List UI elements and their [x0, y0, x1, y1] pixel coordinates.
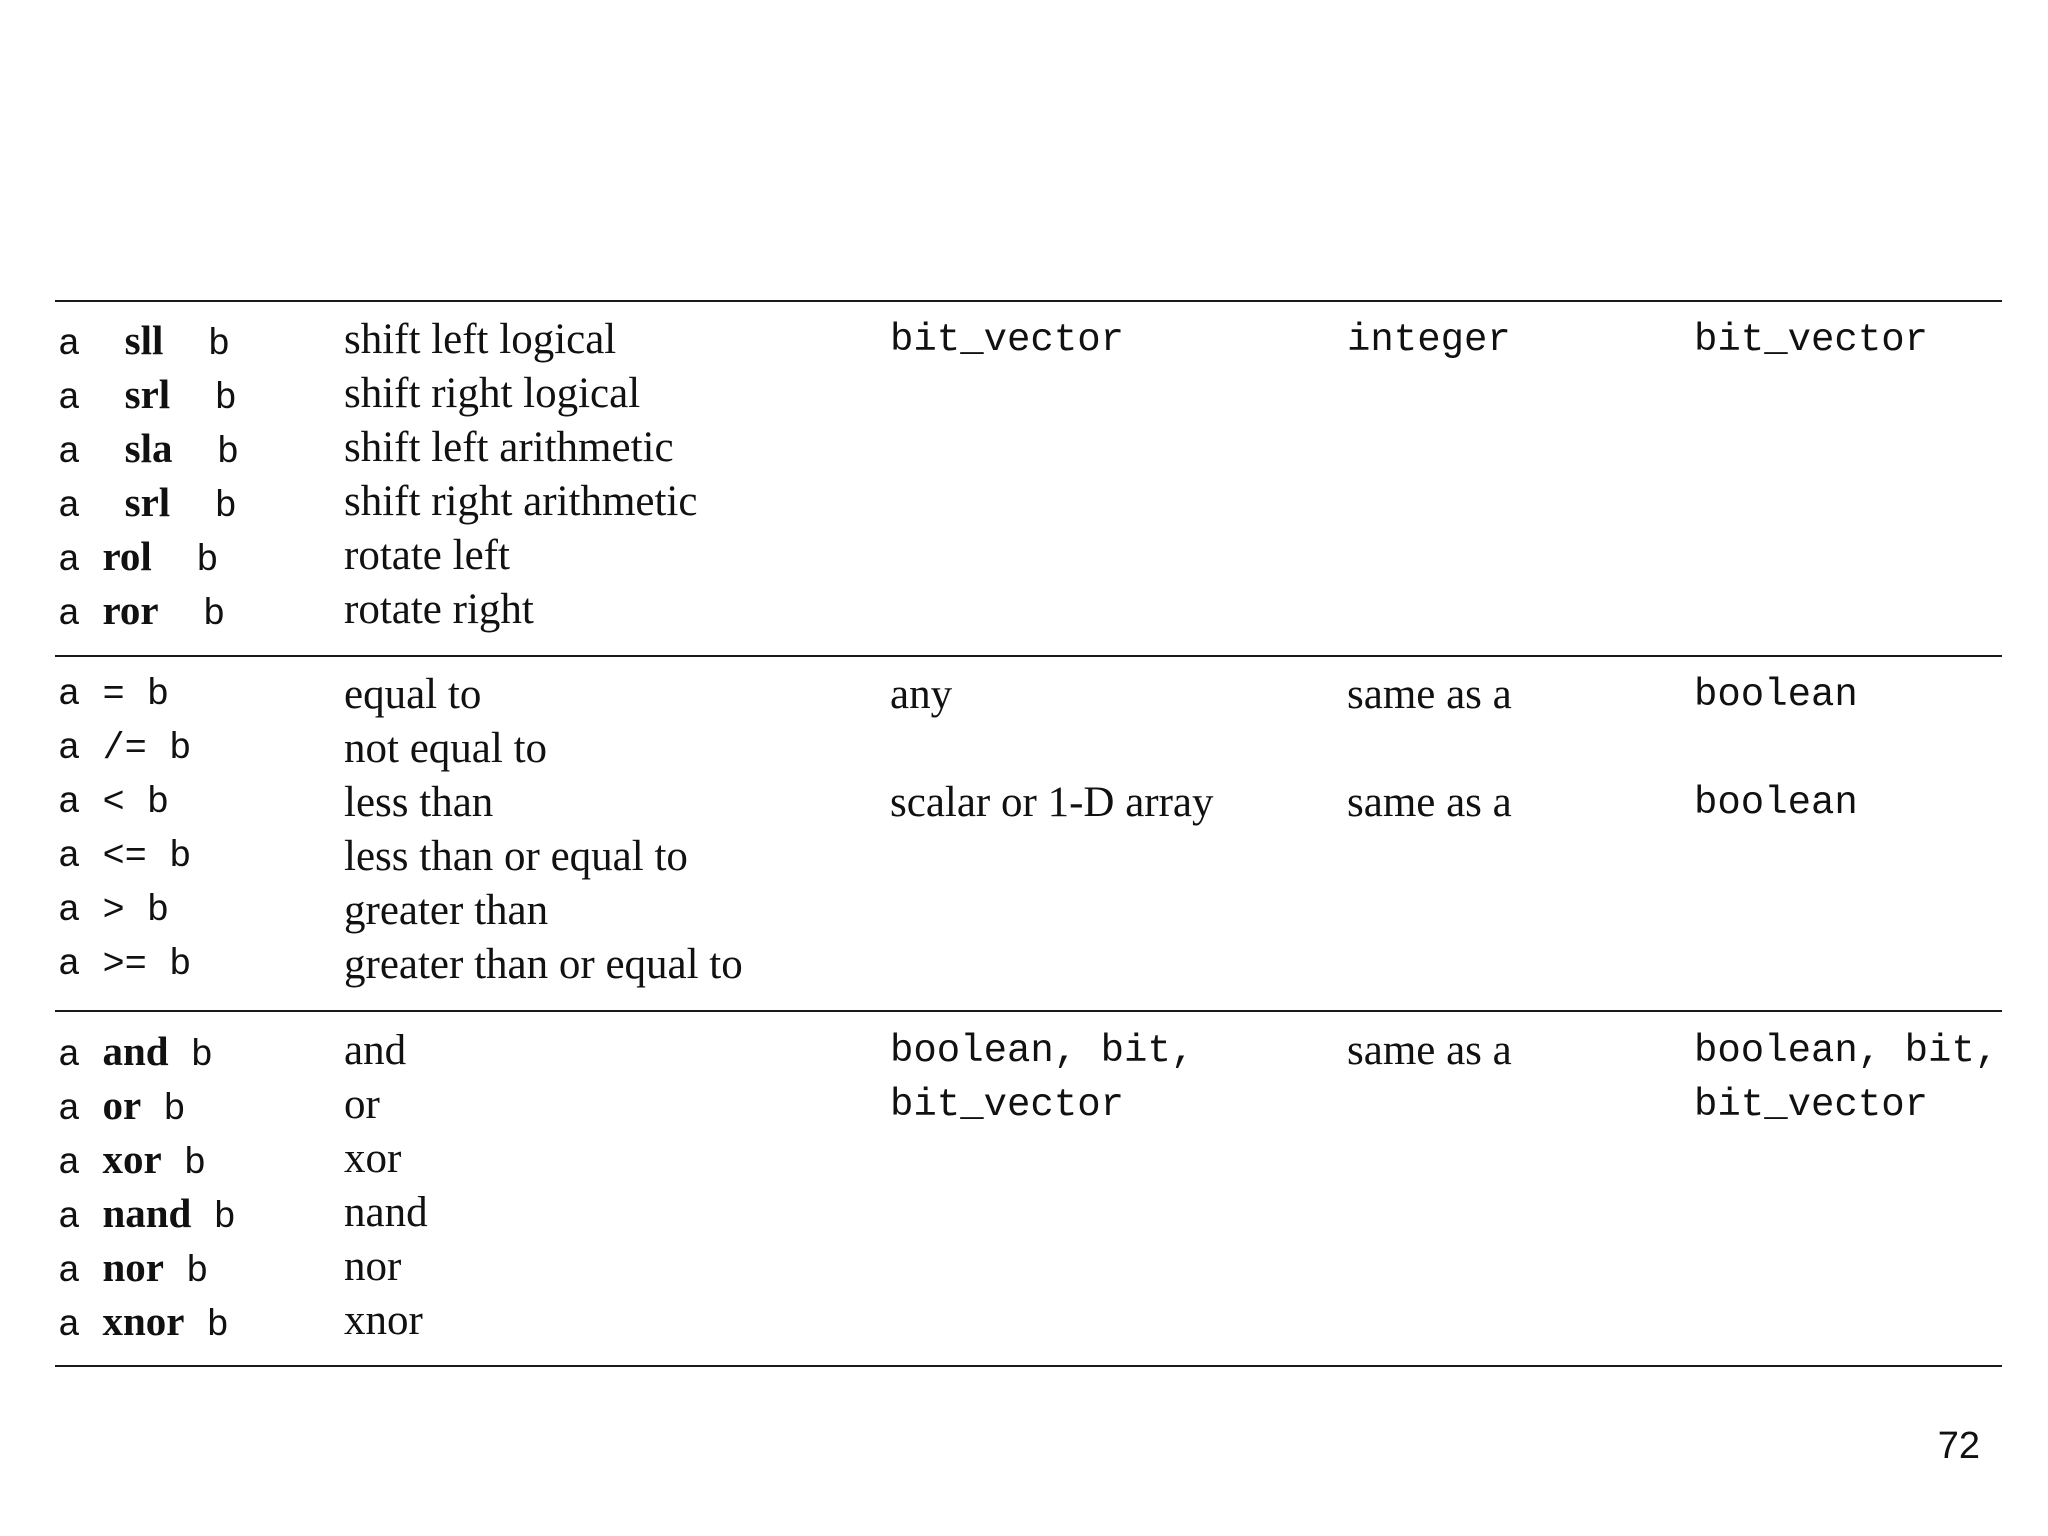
operand-b-type: integer	[1347, 318, 1511, 362]
operator-description: nand	[344, 1189, 428, 1236]
operator-description: shift left logical	[344, 316, 617, 363]
table-row	[0, 938, 2048, 992]
operator-expression: a > b	[58, 890, 170, 932]
operand-a-type: boolean, bit,	[890, 1029, 1195, 1073]
operator-description: greater than	[344, 887, 549, 934]
operand-b-type: same as a	[1347, 779, 1512, 826]
group-divider-rule	[55, 655, 2002, 657]
operator-expression: a rol b	[58, 533, 219, 582]
operator-description: or	[344, 1081, 380, 1128]
operator-expression: a sla b	[58, 425, 240, 474]
group-divider-rule	[55, 1010, 2002, 1012]
operator-description: less than	[344, 779, 494, 826]
operator-description: and	[344, 1027, 407, 1074]
operand-a-type: bit_vector	[890, 1083, 1125, 1127]
operator-expression: a ror b	[58, 587, 226, 636]
operator-expression: a srl b	[58, 479, 237, 528]
table-row	[0, 1024, 2048, 1078]
table-row	[0, 668, 2048, 722]
operand-a-type: any	[890, 671, 953, 718]
operator-description: shift right arithmetic	[344, 478, 698, 525]
operator-description: rotate left	[344, 532, 510, 579]
operator-expression: a <= b	[58, 836, 192, 878]
operator-description: shift left arithmetic	[344, 424, 674, 471]
operator-expression: a /= b	[58, 728, 192, 770]
operator-expression: a nand b	[58, 1190, 236, 1239]
operator-expression: a xor b	[58, 1136, 207, 1185]
operator-description: xor	[344, 1135, 402, 1182]
operator-expression: a or b	[58, 1082, 186, 1131]
table-row	[0, 529, 2048, 583]
operator-description: rotate right	[344, 586, 534, 633]
operand-b-type: same as a	[1347, 1027, 1512, 1074]
table-top-rule	[55, 300, 2002, 302]
table-row	[0, 1132, 2048, 1186]
operand-a-type: scalar or 1-D array	[890, 779, 1214, 826]
table-row	[0, 313, 2048, 367]
operator-expression: a sll b	[58, 317, 231, 366]
table-row	[0, 1240, 2048, 1294]
table-row	[0, 1294, 2048, 1348]
table-row	[0, 583, 2048, 637]
operator-expression: a xnor b	[58, 1298, 229, 1347]
table-row	[0, 475, 2048, 529]
operator-expression: a and b	[58, 1028, 213, 1077]
page-number: 72	[1937, 1425, 1980, 1467]
table-row	[0, 722, 2048, 776]
table-row	[0, 1078, 2048, 1132]
result-type: boolean	[1694, 781, 1858, 825]
operator-expression: a = b	[58, 674, 170, 716]
operand-a-type: bit_vector	[890, 318, 1125, 362]
operand-b-type: same as a	[1347, 671, 1512, 718]
operator-description: equal to	[344, 671, 482, 718]
operator-description: shift right logical	[344, 370, 641, 417]
table-bottom-rule	[55, 1365, 2002, 1367]
result-type: boolean, bit,	[1694, 1029, 1999, 1073]
result-type: bit_vector	[1694, 1083, 1929, 1127]
table-row	[0, 421, 2048, 475]
result-type: bit_vector	[1694, 318, 1929, 362]
table-row	[0, 776, 2048, 830]
operator-description: greater than or equal to	[344, 941, 743, 988]
table-row	[0, 367, 2048, 421]
table-row	[0, 884, 2048, 938]
operator-description: not equal to	[344, 725, 548, 772]
result-type: boolean	[1694, 673, 1858, 717]
operator-description: nor	[344, 1243, 402, 1290]
operator-description: xnor	[344, 1297, 423, 1344]
operator-expression: a nor b	[58, 1244, 209, 1293]
operator-expression: a < b	[58, 782, 170, 824]
operator-expression: a srl b	[58, 371, 237, 420]
operator-expression: a >= b	[58, 944, 192, 986]
operator-description: less than or equal to	[344, 833, 688, 880]
table-row	[0, 1186, 2048, 1240]
table-row	[0, 830, 2048, 884]
